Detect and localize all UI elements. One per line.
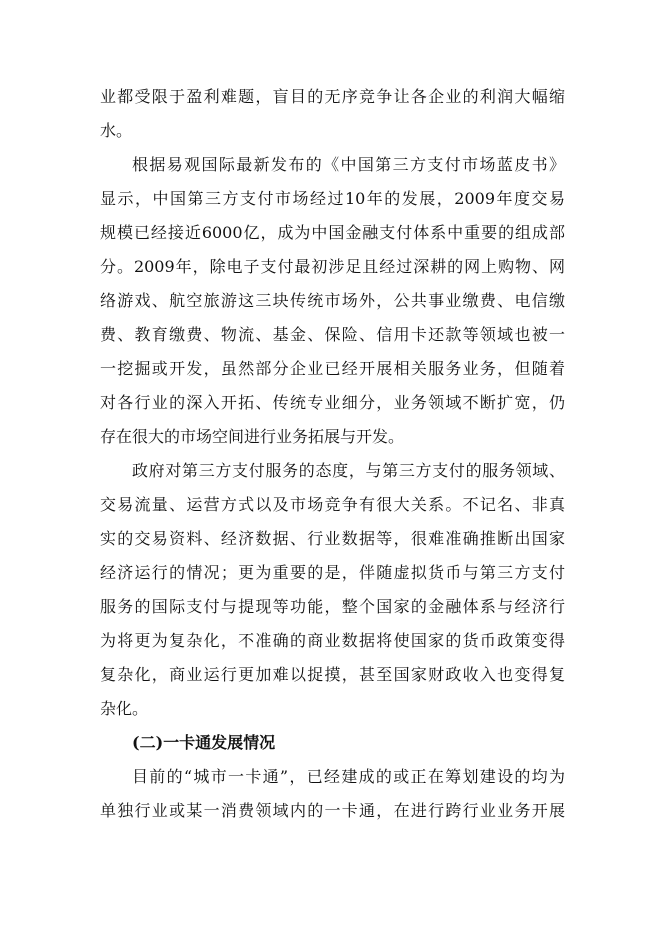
text-line: 杂化。 [100, 699, 149, 718]
text-line: 根据易观国际最新发布的《中国第三方支付市场蓝皮书》 [132, 155, 565, 174]
text-line: 络游戏、航空旅游这三块传统市场外，公共事业缴费、电信缴 [100, 291, 565, 310]
text-line: 规模已经接近6000亿，成为中国金融支付体系中重要的组成部 [100, 223, 565, 242]
text-line: 分。2009年，除电子支付最初涉足且经过深耕的网上购物、网 [100, 257, 565, 276]
text-line: 一挖掘或开发，虽然部分企业已经开展相关服务业务，但随着 [100, 359, 565, 378]
paragraph-3 [100, 454, 565, 726]
text-line: 水。 [100, 121, 133, 140]
text-line: 为将更为复杂化，不准确的商业数据将使国家的货币政策变得 [100, 631, 565, 650]
text-line: 目前的“城市一卡通”，已经建成的或正在筹划建设的均为 [132, 767, 565, 786]
paragraph-4 [100, 760, 565, 828]
text-line: 存在很大的市场空间进行业务拓展与开发。 [100, 427, 405, 446]
text-line: 经济运行的情况；更为重要的是，伴随虚拟货币与第三方支付 [100, 563, 565, 582]
text-line: 政府对第三方支付服务的态度，与第三方支付的服务领域、 [132, 461, 565, 480]
paragraph-2 [100, 148, 565, 454]
text-line: 显示，中国第三方支付市场经过10年的发展，2009年度交易 [100, 189, 565, 208]
text-line: 费、教育缴费、物流、基金、保险、信用卡还款等领域也被一 [100, 325, 565, 344]
text-line: 对各行业的深入开拓、传统专业细分，业务领域不断扩宽，仍 [100, 393, 565, 412]
text-line: 单独行业或某一消费领域内的一卡通，在进行跨行业业务开展 [100, 801, 565, 820]
paragraph-1 [100, 80, 565, 148]
section-title: (二)一卡通发展情况 [132, 733, 276, 752]
text-line: 交易流量、运营方式以及市场竞争有很大关系。不记名、非真 [100, 495, 565, 514]
document-page [100, 80, 565, 828]
text-line: 服务的国际支付与提现等功能，整个国家的金融体系与经济行 [100, 597, 565, 616]
text-line: 业都受限于盈利难题，盲目的无序竞争让各企业的利润大幅缩 [100, 87, 565, 106]
text-line: 复杂化，商业运行更加难以捉摸，甚至国家财政收入也变得复 [100, 665, 565, 684]
text-line: 实的交易资料、经济数据、行业数据等，很难准确推断出国家 [100, 529, 565, 548]
section-heading [100, 726, 565, 760]
